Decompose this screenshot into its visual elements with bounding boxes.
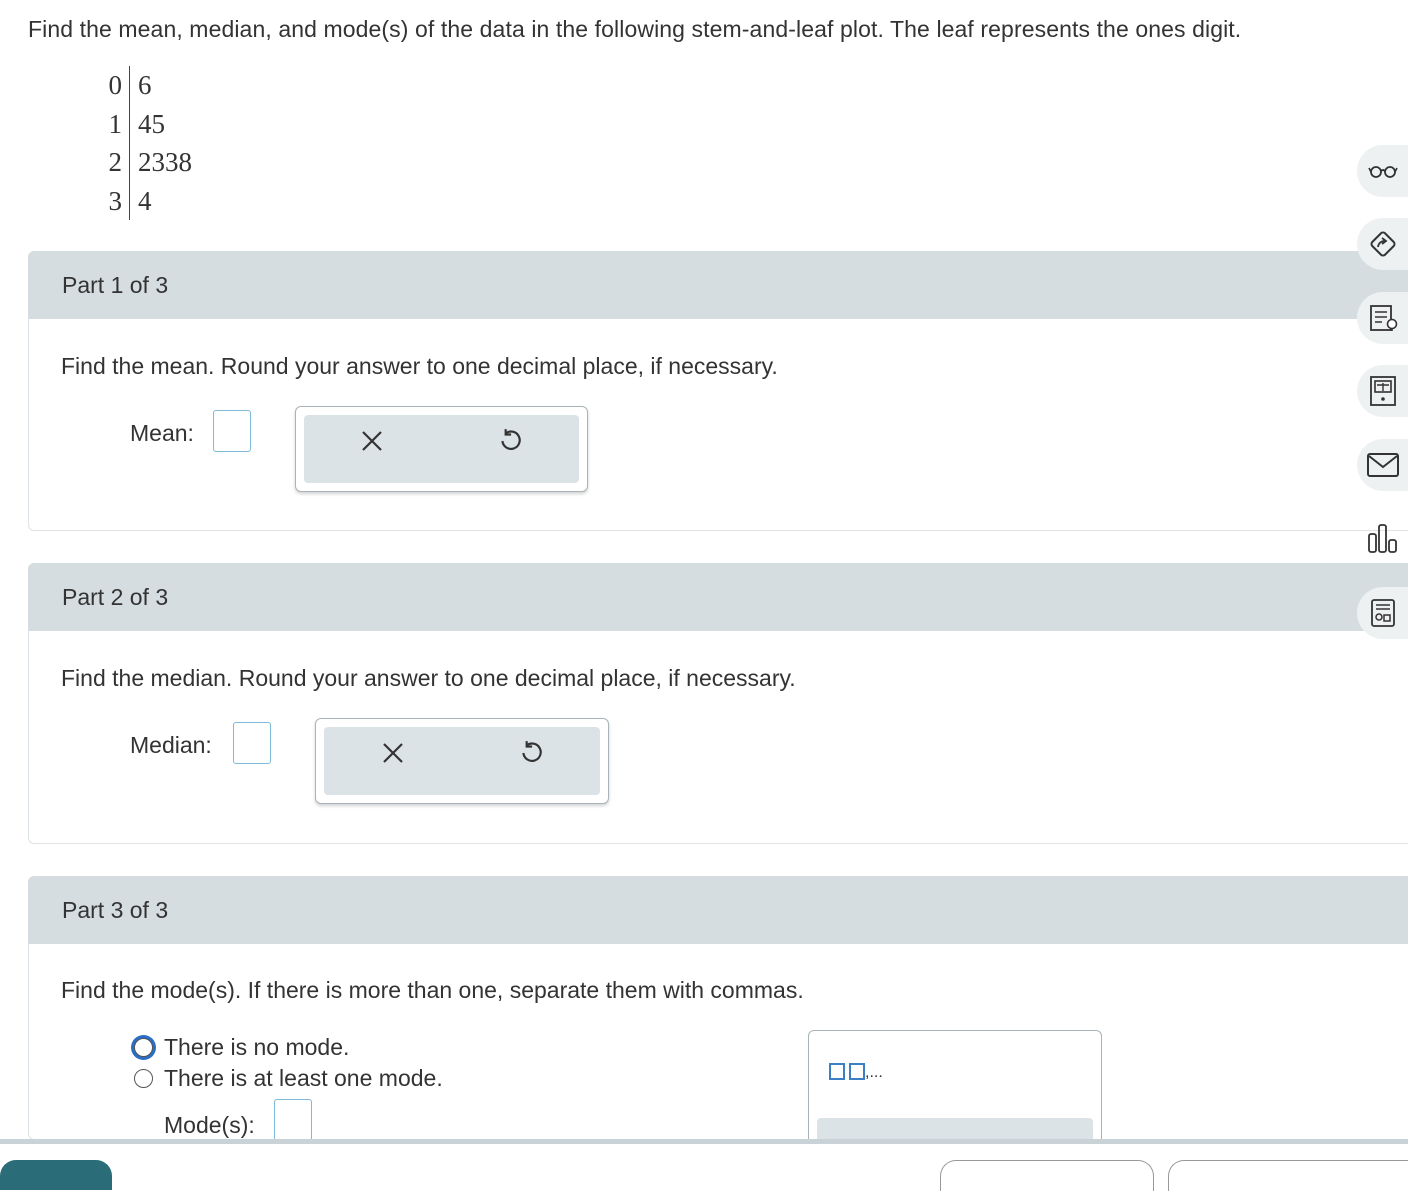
stem: 2 <box>96 143 130 182</box>
median-label: Median: <box>130 732 212 758</box>
at-least-one-mode-label[interactable]: There is at least one mode. <box>164 1065 443 1091</box>
keypad-tray <box>817 1118 1093 1140</box>
median-input[interactable] <box>233 722 271 764</box>
checklist-icon <box>1368 302 1398 334</box>
part-3-header <box>28 876 1408 944</box>
stem-leaf-row <box>96 143 192 182</box>
message-button[interactable] <box>1357 439 1408 491</box>
keypad-hint: ,... <box>865 1064 883 1081</box>
undo-button[interactable] <box>492 423 528 459</box>
stem: 0 <box>96 66 130 105</box>
part-2-title: Part 2 of 3 <box>62 584 169 610</box>
keypad-tray <box>304 415 579 483</box>
stem: 1 <box>96 105 130 144</box>
mode-keypad <box>808 1030 1102 1140</box>
undo-icon <box>518 740 544 766</box>
leaves: 45 <box>138 108 165 139</box>
stem-leaf-row <box>96 182 192 221</box>
part-1-title: Part 1 of 3 <box>62 272 169 298</box>
empty-box-icon <box>829 1063 845 1080</box>
leaves: 2338 <box>138 147 192 177</box>
calculator-book-icon <box>1368 374 1398 408</box>
mail-icon <box>1366 451 1400 479</box>
no-mode-label[interactable]: There is no mode. <box>164 1034 350 1060</box>
keypad-tray <box>324 727 600 795</box>
glasses-icon <box>1368 163 1398 179</box>
part-1-header <box>28 251 1408 319</box>
part-2-instruction: Find the median. Round your answer to one decimal place, if necessary. <box>61 665 796 691</box>
close-icon <box>360 429 384 453</box>
tools-button[interactable] <box>1357 218 1408 270</box>
part-3-title: Part 3 of 3 <box>62 897 169 923</box>
undo-icon <box>497 428 523 454</box>
stem-leaf-row <box>96 105 192 144</box>
examples-button[interactable] <box>1357 292 1408 344</box>
mode-input[interactable] <box>274 1099 312 1141</box>
mean-label: Mean: <box>130 420 194 446</box>
close-icon <box>381 741 405 765</box>
readspeaker-button[interactable] <box>1357 145 1408 197</box>
data-button[interactable] <box>1357 587 1408 639</box>
leaves: 4 <box>138 185 152 216</box>
mean-input[interactable] <box>213 410 251 452</box>
stem-leaf-row <box>96 66 192 105</box>
list-template-button[interactable] <box>829 1063 883 1080</box>
footer-primary-button[interactable] <box>0 1160 112 1190</box>
empty-box-icon <box>845 1063 865 1080</box>
bar-chart-icon <box>1365 522 1401 556</box>
undo-button[interactable] <box>513 735 549 771</box>
part-3-instruction: Find the mode(s). If there is more than one, separate them with commas. <box>61 977 804 1003</box>
leaves: 6 <box>138 70 152 100</box>
data-sheet-icon <box>1368 597 1398 629</box>
at-least-one-mode-radio[interactable] <box>134 1069 153 1088</box>
pencil-diamond-icon <box>1367 228 1399 260</box>
part-2-header <box>28 563 1408 631</box>
mean-keypad <box>295 406 588 492</box>
clear-button[interactable] <box>375 735 411 771</box>
clear-button[interactable] <box>354 423 390 459</box>
footer-button[interactable] <box>1168 1160 1408 1191</box>
mode-label: Mode(s): <box>164 1112 255 1138</box>
stem-and-leaf-plot <box>96 66 192 220</box>
footer-button[interactable] <box>940 1160 1154 1191</box>
no-mode-radio[interactable] <box>134 1038 153 1057</box>
median-keypad <box>315 718 609 804</box>
textbook-button[interactable] <box>1357 365 1408 417</box>
stem: 3 <box>96 182 130 221</box>
question-text: Find the mean, median, and mode(s) of the data in the following stem-and-leaf plot. The leaf represents the ones digit. <box>28 16 1242 42</box>
part-1-instruction: Find the mean. Round your answer to one decimal place, if necessary. <box>61 353 778 379</box>
footer <box>0 1144 1408 1168</box>
statistics-button[interactable] <box>1357 513 1408 565</box>
